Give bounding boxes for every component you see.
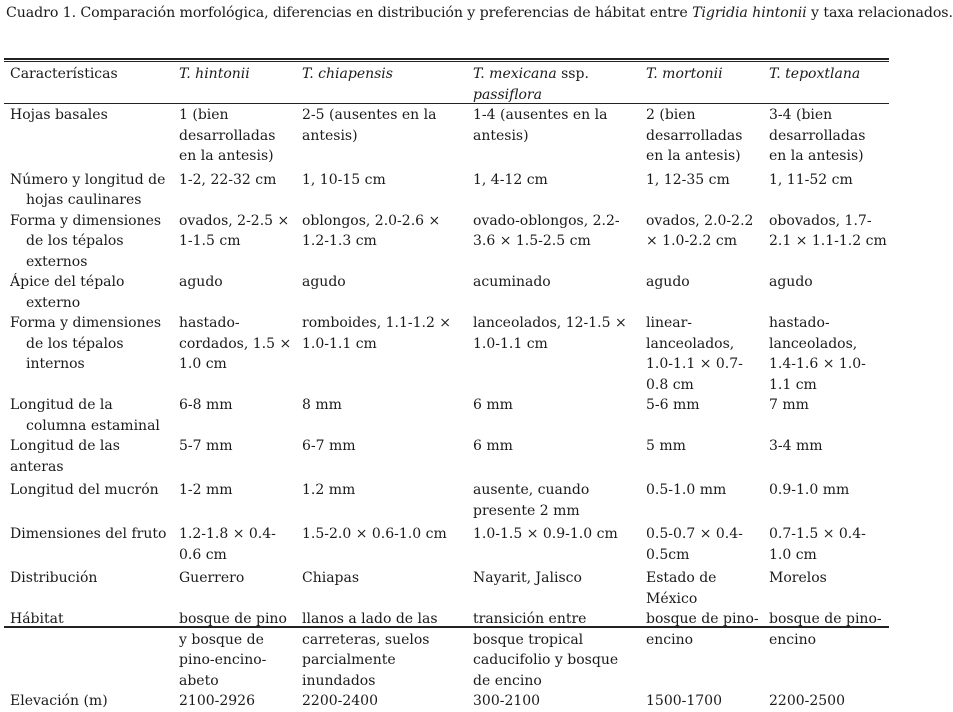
feature-label-continued: columna estaminal [26, 417, 160, 434]
value-cell: lanceolados, 12-1.5 × 1.0-1.1 cm [473, 315, 627, 352]
feature-cell [4, 480, 173, 524]
feature-label: Distribución [10, 570, 98, 586]
feature-cell [4, 609, 173, 691]
header-t-mortonii: T. mortonii [646, 66, 723, 82]
value-cell: 3-4 (bien desarrolladas en la antesis) [769, 107, 866, 164]
header-t-mexicana-var: passiflora [473, 86, 542, 103]
header-row [4, 62, 889, 105]
feature-cell [4, 313, 173, 395]
value-cell: 300-2100 [473, 693, 541, 709]
caption-suffix: y taxa relacionados. [806, 5, 953, 21]
table-caption [6, 5, 953, 21]
value-cell: 1, 10-15 cm [302, 171, 386, 188]
value-cell: 6-8 mm [179, 397, 233, 413]
table-row [4, 272, 889, 313]
value-cell: 6 mm [473, 438, 513, 454]
value-cell: 1, 4-12 cm [473, 171, 548, 188]
feature-cell [4, 395, 173, 436]
value-cell: Nayarit, Jalisco [473, 570, 582, 586]
value-cell: ovados, 2.0-2.2 × 1.0-2.2 cm [646, 212, 754, 249]
value-cell: Guerrero [179, 570, 245, 586]
value-cell: 6 mm [473, 397, 513, 413]
table-row [4, 313, 889, 395]
value-cell: 0.7-1.5 × 0.4-1.0 cm [769, 526, 866, 563]
value-cell: agudo [646, 274, 690, 290]
table-row [4, 211, 889, 273]
value-cell: 1-4 (ausentes en la antesis) [473, 107, 608, 144]
value-cell: 7 mm [769, 397, 809, 413]
value-cell: 1, 12-35 cm [646, 171, 730, 188]
value-cell: 0.5-0.7 × 0.4-0.5cm [646, 526, 743, 563]
table-row [4, 105, 889, 170]
feature-label: Forma y dimensiones [10, 315, 162, 331]
feature-cell [4, 436, 173, 480]
header-t-chiapensis: T. chiapensis [302, 66, 393, 82]
feature-label: Ápice del tépalo [10, 274, 125, 290]
header-t-tepoxtlana: T. tepoxtlana [769, 66, 861, 82]
value-cell: llanos a lado de las carreteras, suelos parcialmente inundados [302, 611, 438, 689]
feature-cell [4, 691, 173, 712]
table-row [4, 395, 889, 436]
value-cell: 0.5-1.0 mm [646, 482, 727, 498]
feature-cell [4, 170, 173, 211]
table-row [4, 436, 889, 480]
value-cell: Estado de México [646, 570, 717, 607]
feature-label: Número y longitud de [10, 171, 166, 188]
value-cell: 1.0-1.5 × 0.9-1.0 cm [473, 526, 618, 542]
value-cell: agudo [179, 274, 223, 290]
value-cell: bosque de pino-encino [769, 611, 882, 648]
value-cell: linear-lanceolados, 1.0-1.1 × 0.7-0.8 cm [646, 315, 743, 393]
value-cell: hastado-cordados, 1.5 × 1.0 cm [179, 315, 292, 372]
value-cell: 1-2 mm [179, 482, 233, 498]
feature-label-continued: hojas caulinares [26, 192, 142, 208]
feature-label-continued: de los tépalos internos [26, 335, 124, 372]
value-cell: 2200-2500 [769, 693, 845, 709]
table-row [4, 609, 889, 691]
comparison-table [4, 62, 889, 712]
feature-label: Longitud de las anteras [10, 438, 120, 475]
feature-label: Longitud del mucrón [10, 482, 159, 498]
value-cell: romboides, 1.1-1.2 × 1.0-1.1 cm [302, 315, 452, 352]
feature-label: Longitud de la [10, 397, 113, 413]
value-cell: 2200-2400 [302, 693, 378, 709]
value-cell: oblongos, 2.0-2.6 × 1.2-1.3 cm [302, 212, 441, 249]
value-cell: ausente, cuando presente 2 mm [473, 482, 590, 519]
value-cell: 1.2-1.8 × 0.4-0.6 cm [179, 526, 276, 563]
table-row [4, 524, 889, 568]
value-cell: 1-2, 22-32 cm [179, 171, 277, 188]
table-row [4, 480, 889, 524]
value-cell: acuminado [473, 274, 551, 290]
table-row [4, 170, 889, 211]
table-row [4, 568, 889, 609]
value-cell: 5 mm [646, 438, 686, 454]
value-cell: Chiapas [302, 570, 360, 586]
header-t-mexicana-ssp: ssp. [556, 66, 589, 82]
value-cell: bosque de pino-encino [646, 611, 759, 648]
value-cell: ovados, 2-2.5 × 1-1.5 cm [179, 212, 290, 249]
feature-cell [4, 105, 173, 170]
value-cell: agudo [302, 274, 346, 290]
header-caracteristicas: Características [10, 66, 118, 82]
value-cell: 6-7 mm [302, 438, 356, 454]
feature-cell [4, 568, 173, 609]
value-cell: ovado-oblongos, 2.2-3.6 × 1.5-2.5 cm [473, 212, 620, 249]
header-t-hintonii: T. hintonii [179, 66, 250, 82]
feature-label: Hojas basales [10, 107, 108, 123]
feature-label-continued: externo [26, 294, 81, 311]
table-row [4, 691, 889, 712]
header-t-mexicana [467, 62, 640, 105]
value-cell: bosque de pino y bosque de pino-encino-abeto [179, 611, 287, 689]
value-cell: agudo [769, 274, 813, 290]
value-cell: 1500-1700 [646, 693, 722, 709]
value-cell: 5-7 mm [179, 438, 233, 454]
value-cell: obovados, 1.7-2.1 × 1.1-1.2 cm [769, 212, 887, 249]
feature-label: Elevación (m) [10, 693, 108, 709]
value-cell: hastado-lanceolados, 1.4-1.6 × 1.0-1.1 cm [769, 315, 866, 393]
value-cell: 3-4 mm [769, 438, 823, 454]
header-t-mexicana-name: T. mexicana [473, 66, 557, 82]
feature-cell [4, 272, 173, 313]
feature-label: Hábitat [10, 611, 64, 627]
value-cell: 1.5-2.0 × 0.6-1.0 cm [302, 526, 447, 542]
value-cell: 2 (bien desarrolladas en la antesis) [646, 107, 743, 164]
feature-label-continued: de los tépalos externos [26, 233, 124, 270]
value-cell: 2-5 (ausentes en la antesis) [302, 107, 437, 144]
feature-label: Dimensiones del fruto [10, 526, 167, 542]
value-cell: 5-6 mm [646, 397, 700, 413]
feature-label: Forma y dimensiones [10, 212, 162, 229]
caption-prefix: Cuadro 1. Comparación morfológica, diferencias en distribución y preferencias de hábitat entre [6, 5, 693, 21]
value-cell: 8 mm [302, 397, 342, 413]
top-rule [4, 58, 889, 60]
feature-cell [4, 211, 173, 273]
value-cell: 0.9-1.0 mm [769, 482, 850, 498]
feature-cell [4, 524, 173, 568]
value-cell: 2100-2926 [179, 693, 255, 709]
value-cell: 1, 11-52 cm [769, 171, 853, 188]
caption-species: Tigridia hintonii [692, 5, 807, 21]
value-cell: Morelos [769, 570, 827, 586]
value-cell: transición entre bosque tropical caducifolio y bosque de encino [473, 611, 619, 689]
value-cell: 1 (bien desarrolladas en la antesis) [179, 107, 276, 164]
value-cell: 1.2 mm [302, 482, 356, 498]
